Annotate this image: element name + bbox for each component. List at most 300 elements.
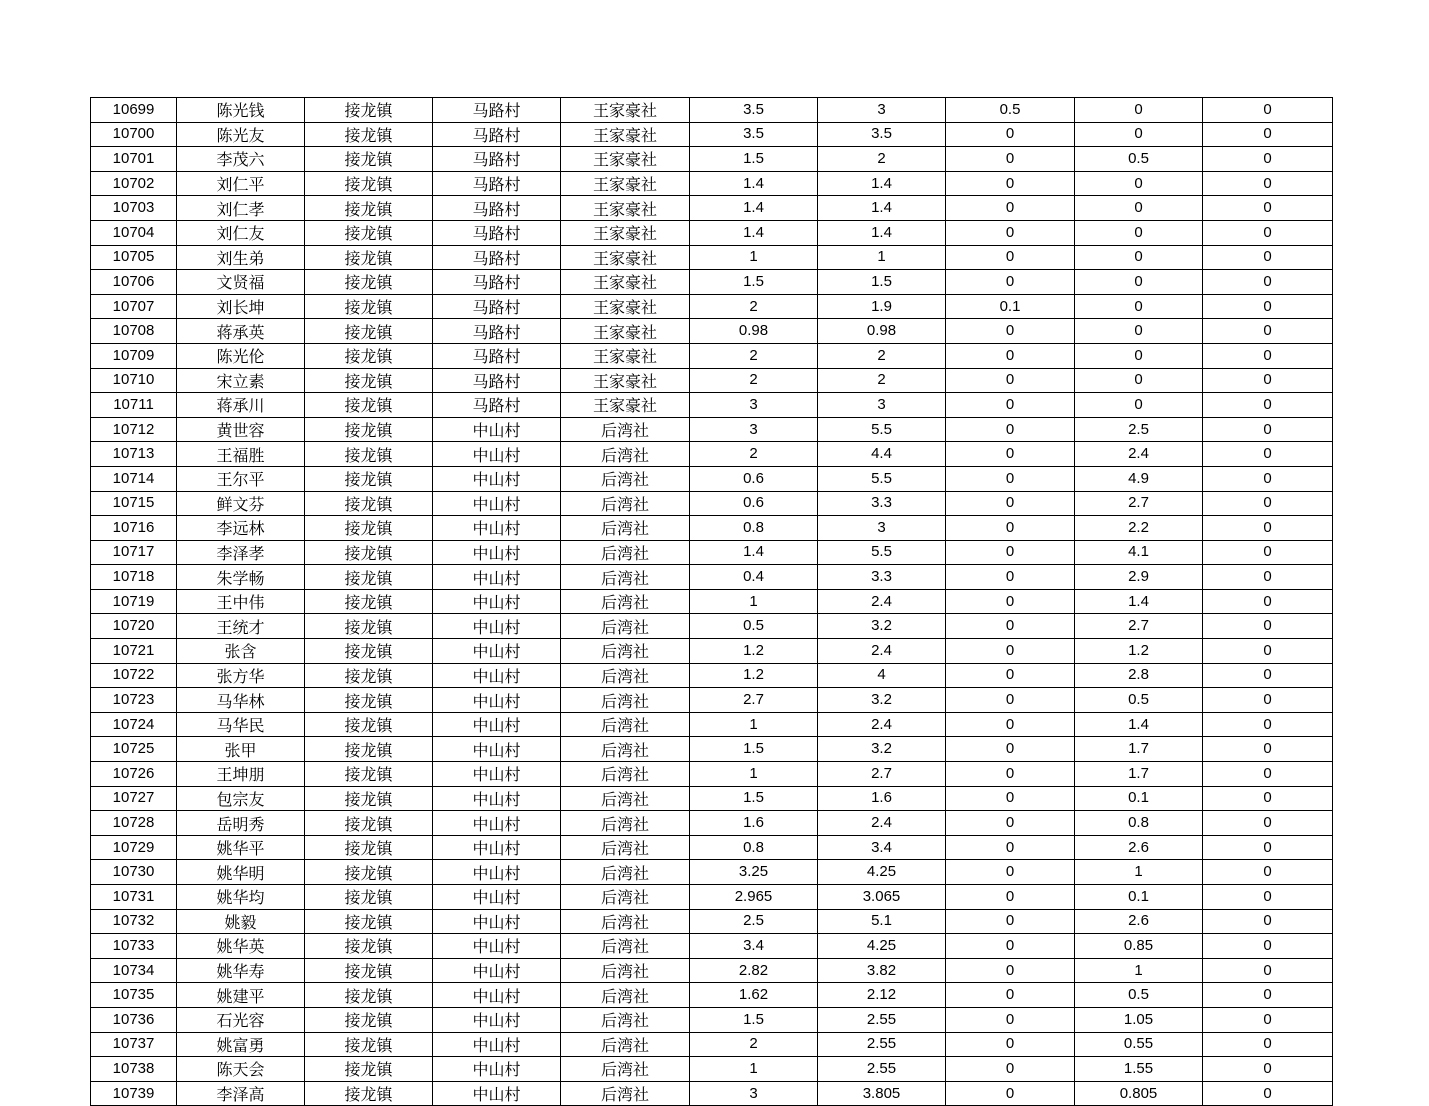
cell-village: 马路村 xyxy=(433,171,561,196)
table-row xyxy=(91,786,1333,811)
cell-group: 后湾社 xyxy=(561,442,690,467)
cell-name: 张含 xyxy=(177,639,305,664)
cell-group: 后湾社 xyxy=(561,835,690,860)
cell-village: 中山村 xyxy=(433,589,561,614)
cell-id: 10734 xyxy=(91,958,177,983)
cell-value-5: 0 xyxy=(1203,885,1333,910)
cell-group: 后湾社 xyxy=(561,1007,690,1032)
cell-village: 马路村 xyxy=(433,220,561,245)
table-row xyxy=(91,147,1333,172)
cell-value-2: 2.12 xyxy=(818,983,946,1008)
cell-group: 后湾社 xyxy=(561,491,690,516)
table-row xyxy=(91,614,1333,639)
cell-id: 10727 xyxy=(91,786,177,811)
cell-name: 蒋承英 xyxy=(177,319,305,344)
cell-name: 李茂六 xyxy=(177,147,305,172)
cell-value-2: 3.5 xyxy=(818,122,946,147)
cell-value-4: 1 xyxy=(1075,860,1203,885)
cell-value-5: 0 xyxy=(1203,220,1333,245)
cell-name: 王尔平 xyxy=(177,466,305,491)
cell-value-4: 0 xyxy=(1075,294,1203,319)
cell-group: 后湾社 xyxy=(561,688,690,713)
cell-value-3: 0 xyxy=(946,811,1075,836)
table-row xyxy=(91,1057,1333,1082)
cell-value-1: 1.4 xyxy=(690,171,818,196)
cell-town: 接龙镇 xyxy=(305,1007,433,1032)
cell-town: 接龙镇 xyxy=(305,639,433,664)
cell-value-5: 0 xyxy=(1203,319,1333,344)
cell-village: 马路村 xyxy=(433,270,561,295)
cell-value-3: 0 xyxy=(946,860,1075,885)
cell-value-3: 0 xyxy=(946,1057,1075,1082)
cell-id: 10728 xyxy=(91,811,177,836)
cell-name: 姚富勇 xyxy=(177,1032,305,1057)
cell-value-5: 0 xyxy=(1203,393,1333,418)
cell-value-5: 0 xyxy=(1203,368,1333,393)
cell-value-4: 1.55 xyxy=(1075,1057,1203,1082)
cell-name: 李泽孝 xyxy=(177,540,305,565)
cell-town: 接龙镇 xyxy=(305,147,433,172)
cell-group: 王家豪社 xyxy=(561,343,690,368)
cell-name: 包宗友 xyxy=(177,786,305,811)
cell-value-2: 4.25 xyxy=(818,934,946,959)
table-row xyxy=(91,319,1333,344)
cell-value-3: 0 xyxy=(946,393,1075,418)
cell-name: 石光容 xyxy=(177,1007,305,1032)
cell-name: 王统才 xyxy=(177,614,305,639)
table-row xyxy=(91,909,1333,934)
cell-value-5: 0 xyxy=(1203,958,1333,983)
cell-town: 接龙镇 xyxy=(305,811,433,836)
cell-village: 中山村 xyxy=(433,786,561,811)
cell-value-1: 1.5 xyxy=(690,147,818,172)
cell-value-1: 2.82 xyxy=(690,958,818,983)
cell-id: 10715 xyxy=(91,491,177,516)
cell-value-3: 0 xyxy=(946,1081,1075,1106)
cell-value-2: 3 xyxy=(818,516,946,541)
cell-value-3: 0 xyxy=(946,368,1075,393)
cell-name: 姚华明 xyxy=(177,860,305,885)
cell-town: 接龙镇 xyxy=(305,983,433,1008)
cell-value-4: 0 xyxy=(1075,393,1203,418)
cell-value-2: 3.2 xyxy=(818,737,946,762)
cell-value-1: 1.4 xyxy=(690,220,818,245)
cell-town: 接龙镇 xyxy=(305,934,433,959)
cell-value-2: 3.2 xyxy=(818,614,946,639)
cell-group: 后湾社 xyxy=(561,909,690,934)
cell-town: 接龙镇 xyxy=(305,786,433,811)
cell-group: 王家豪社 xyxy=(561,393,690,418)
table-row xyxy=(91,270,1333,295)
table-row xyxy=(91,368,1333,393)
cell-value-1: 1.6 xyxy=(690,811,818,836)
cell-name: 刘仁友 xyxy=(177,220,305,245)
cell-value-4: 2.6 xyxy=(1075,909,1203,934)
cell-village: 中山村 xyxy=(433,958,561,983)
cell-value-1: 0.4 xyxy=(690,565,818,590)
cell-value-4: 0.805 xyxy=(1075,1081,1203,1106)
cell-value-5: 0 xyxy=(1203,196,1333,221)
cell-value-2: 5.5 xyxy=(818,417,946,442)
table-row xyxy=(91,343,1333,368)
cell-value-5: 0 xyxy=(1203,589,1333,614)
cell-name: 蒋承川 xyxy=(177,393,305,418)
cell-value-5: 0 xyxy=(1203,565,1333,590)
cell-name: 王坤朋 xyxy=(177,762,305,787)
cell-village: 中山村 xyxy=(433,885,561,910)
table-row xyxy=(91,516,1333,541)
cell-village: 马路村 xyxy=(433,343,561,368)
cell-value-3: 0 xyxy=(946,639,1075,664)
cell-value-5: 0 xyxy=(1203,171,1333,196)
cell-value-4: 1.7 xyxy=(1075,737,1203,762)
cell-town: 接龙镇 xyxy=(305,98,433,123)
table-row xyxy=(91,712,1333,737)
cell-value-1: 2.5 xyxy=(690,909,818,934)
cell-value-5: 0 xyxy=(1203,663,1333,688)
cell-value-5: 0 xyxy=(1203,934,1333,959)
cell-value-3: 0 xyxy=(946,934,1075,959)
cell-town: 接龙镇 xyxy=(305,393,433,418)
cell-group: 王家豪社 xyxy=(561,196,690,221)
cell-group: 后湾社 xyxy=(561,639,690,664)
table-body xyxy=(91,98,1333,1106)
cell-id: 10723 xyxy=(91,688,177,713)
cell-value-3: 0 xyxy=(946,491,1075,516)
cell-town: 接龙镇 xyxy=(305,171,433,196)
cell-value-4: 1.05 xyxy=(1075,1007,1203,1032)
cell-value-5: 0 xyxy=(1203,1081,1333,1106)
cell-value-4: 4.1 xyxy=(1075,540,1203,565)
cell-village: 中山村 xyxy=(433,1057,561,1082)
cell-name: 刘仁孝 xyxy=(177,196,305,221)
cell-value-3: 0 xyxy=(946,196,1075,221)
cell-value-2: 3.82 xyxy=(818,958,946,983)
cell-id: 10736 xyxy=(91,1007,177,1032)
cell-value-5: 0 xyxy=(1203,1057,1333,1082)
cell-value-3: 0 xyxy=(946,958,1075,983)
cell-value-1: 2 xyxy=(690,368,818,393)
cell-value-5: 0 xyxy=(1203,466,1333,491)
cell-village: 中山村 xyxy=(433,934,561,959)
cell-value-4: 0 xyxy=(1075,196,1203,221)
cell-group: 后湾社 xyxy=(561,1057,690,1082)
cell-value-2: 2 xyxy=(818,368,946,393)
cell-group: 后湾社 xyxy=(561,934,690,959)
table-row xyxy=(91,589,1333,614)
cell-id: 10706 xyxy=(91,270,177,295)
cell-id: 10738 xyxy=(91,1057,177,1082)
cell-id: 10739 xyxy=(91,1081,177,1106)
cell-value-1: 3 xyxy=(690,393,818,418)
cell-value-4: 2.2 xyxy=(1075,516,1203,541)
cell-id: 10712 xyxy=(91,417,177,442)
cell-value-4: 2.5 xyxy=(1075,417,1203,442)
cell-town: 接龙镇 xyxy=(305,712,433,737)
cell-value-4: 2.9 xyxy=(1075,565,1203,590)
cell-value-4: 1.4 xyxy=(1075,712,1203,737)
cell-village: 中山村 xyxy=(433,491,561,516)
cell-value-5: 0 xyxy=(1203,540,1333,565)
cell-town: 接龙镇 xyxy=(305,737,433,762)
cell-village: 马路村 xyxy=(433,319,561,344)
cell-value-1: 3 xyxy=(690,1081,818,1106)
cell-id: 10707 xyxy=(91,294,177,319)
cell-group: 后湾社 xyxy=(561,663,690,688)
table-row xyxy=(91,245,1333,270)
cell-value-4: 0.1 xyxy=(1075,786,1203,811)
cell-value-5: 0 xyxy=(1203,343,1333,368)
cell-value-4: 1.2 xyxy=(1075,639,1203,664)
cell-village: 马路村 xyxy=(433,122,561,147)
cell-group: 王家豪社 xyxy=(561,294,690,319)
cell-value-5: 0 xyxy=(1203,1007,1333,1032)
cell-town: 接龙镇 xyxy=(305,122,433,147)
cell-name: 马华林 xyxy=(177,688,305,713)
cell-value-3: 0 xyxy=(946,1032,1075,1057)
cell-name: 姚华均 xyxy=(177,885,305,910)
cell-value-1: 3 xyxy=(690,417,818,442)
cell-value-2: 1.4 xyxy=(818,196,946,221)
cell-id: 10717 xyxy=(91,540,177,565)
cell-group: 后湾社 xyxy=(561,762,690,787)
cell-village: 中山村 xyxy=(433,860,561,885)
cell-id: 10720 xyxy=(91,614,177,639)
cell-value-3: 0 xyxy=(946,417,1075,442)
cell-value-3: 0 xyxy=(946,147,1075,172)
cell-value-2: 1.6 xyxy=(818,786,946,811)
cell-value-3: 0 xyxy=(946,909,1075,934)
cell-town: 接龙镇 xyxy=(305,220,433,245)
table-row xyxy=(91,688,1333,713)
cell-name: 李远林 xyxy=(177,516,305,541)
cell-name: 姚华平 xyxy=(177,835,305,860)
cell-name: 陈光钱 xyxy=(177,98,305,123)
cell-value-2: 5.1 xyxy=(818,909,946,934)
cell-value-2: 2.55 xyxy=(818,1057,946,1082)
cell-value-3: 0 xyxy=(946,885,1075,910)
table-row xyxy=(91,122,1333,147)
cell-id: 10699 xyxy=(91,98,177,123)
cell-group: 后湾社 xyxy=(561,737,690,762)
cell-village: 中山村 xyxy=(433,540,561,565)
cell-value-4: 0.55 xyxy=(1075,1032,1203,1057)
cell-value-5: 0 xyxy=(1203,270,1333,295)
cell-group: 后湾社 xyxy=(561,614,690,639)
cell-town: 接龙镇 xyxy=(305,466,433,491)
cell-town: 接龙镇 xyxy=(305,417,433,442)
cell-value-2: 3 xyxy=(818,98,946,123)
cell-town: 接龙镇 xyxy=(305,540,433,565)
cell-value-1: 0.6 xyxy=(690,466,818,491)
cell-value-1: 2 xyxy=(690,1032,818,1057)
cell-name: 姚毅 xyxy=(177,909,305,934)
cell-value-1: 3.25 xyxy=(690,860,818,885)
cell-value-5: 0 xyxy=(1203,639,1333,664)
cell-value-1: 1.5 xyxy=(690,737,818,762)
cell-value-5: 0 xyxy=(1203,688,1333,713)
cell-group: 后湾社 xyxy=(561,466,690,491)
cell-value-5: 0 xyxy=(1203,122,1333,147)
cell-value-5: 0 xyxy=(1203,712,1333,737)
cell-town: 接龙镇 xyxy=(305,343,433,368)
cell-group: 后湾社 xyxy=(561,516,690,541)
cell-value-1: 1 xyxy=(690,762,818,787)
cell-name: 张方华 xyxy=(177,663,305,688)
cell-value-2: 2.7 xyxy=(818,762,946,787)
cell-value-1: 2.965 xyxy=(690,885,818,910)
cell-id: 10705 xyxy=(91,245,177,270)
cell-id: 10702 xyxy=(91,171,177,196)
table-row xyxy=(91,98,1333,123)
cell-value-2: 2.4 xyxy=(818,712,946,737)
cell-village: 中山村 xyxy=(433,639,561,664)
cell-town: 接龙镇 xyxy=(305,1081,433,1106)
cell-name: 张甲 xyxy=(177,737,305,762)
table-row xyxy=(91,811,1333,836)
cell-name: 宋立素 xyxy=(177,368,305,393)
cell-name: 姚华英 xyxy=(177,934,305,959)
cell-town: 接龙镇 xyxy=(305,614,433,639)
table-row xyxy=(91,639,1333,664)
cell-name: 李泽高 xyxy=(177,1081,305,1106)
cell-group: 后湾社 xyxy=(561,811,690,836)
cell-value-1: 1.5 xyxy=(690,1007,818,1032)
cell-id: 10722 xyxy=(91,663,177,688)
table-row xyxy=(91,196,1333,221)
cell-id: 10714 xyxy=(91,466,177,491)
cell-value-3: 0 xyxy=(946,983,1075,1008)
table-row xyxy=(91,417,1333,442)
cell-value-3: 0 xyxy=(946,466,1075,491)
cell-village: 马路村 xyxy=(433,196,561,221)
cell-name: 刘长坤 xyxy=(177,294,305,319)
table-row xyxy=(91,171,1333,196)
cell-value-5: 0 xyxy=(1203,835,1333,860)
cell-id: 10725 xyxy=(91,737,177,762)
cell-value-5: 0 xyxy=(1203,516,1333,541)
cell-value-2: 3.3 xyxy=(818,565,946,590)
cell-name: 朱学畅 xyxy=(177,565,305,590)
cell-id: 10703 xyxy=(91,196,177,221)
cell-value-2: 2.4 xyxy=(818,639,946,664)
cell-village: 中山村 xyxy=(433,762,561,787)
cell-group: 王家豪社 xyxy=(561,270,690,295)
cell-village: 中山村 xyxy=(433,811,561,836)
cell-name: 陈光友 xyxy=(177,122,305,147)
cell-value-4: 0.5 xyxy=(1075,983,1203,1008)
cell-value-2: 1.5 xyxy=(818,270,946,295)
cell-value-5: 0 xyxy=(1203,614,1333,639)
cell-value-4: 0 xyxy=(1075,220,1203,245)
cell-town: 接龙镇 xyxy=(305,860,433,885)
cell-village: 马路村 xyxy=(433,294,561,319)
cell-group: 王家豪社 xyxy=(561,147,690,172)
cell-value-5: 0 xyxy=(1203,786,1333,811)
cell-value-4: 0.5 xyxy=(1075,688,1203,713)
cell-value-4: 0 xyxy=(1075,98,1203,123)
cell-village: 中山村 xyxy=(433,737,561,762)
cell-value-1: 3.5 xyxy=(690,122,818,147)
cell-value-1: 1 xyxy=(690,1057,818,1082)
cell-value-3: 0 xyxy=(946,270,1075,295)
cell-value-3: 0 xyxy=(946,171,1075,196)
cell-value-5: 0 xyxy=(1203,762,1333,787)
cell-value-4: 0 xyxy=(1075,319,1203,344)
data-table xyxy=(90,97,1333,1106)
table-row xyxy=(91,466,1333,491)
cell-id: 10724 xyxy=(91,712,177,737)
cell-village: 中山村 xyxy=(433,614,561,639)
table-row xyxy=(91,835,1333,860)
cell-id: 10711 xyxy=(91,393,177,418)
cell-value-2: 3 xyxy=(818,393,946,418)
cell-town: 接龙镇 xyxy=(305,245,433,270)
cell-group: 后湾社 xyxy=(561,712,690,737)
cell-value-4: 0 xyxy=(1075,343,1203,368)
cell-value-4: 2.7 xyxy=(1075,614,1203,639)
table-row xyxy=(91,491,1333,516)
cell-group: 王家豪社 xyxy=(561,220,690,245)
cell-value-5: 0 xyxy=(1203,147,1333,172)
cell-value-4: 0 xyxy=(1075,122,1203,147)
cell-village: 中山村 xyxy=(433,466,561,491)
cell-value-2: 4.25 xyxy=(818,860,946,885)
cell-id: 10732 xyxy=(91,909,177,934)
cell-value-3: 0 xyxy=(946,712,1075,737)
cell-town: 接龙镇 xyxy=(305,589,433,614)
cell-town: 接龙镇 xyxy=(305,835,433,860)
cell-value-5: 0 xyxy=(1203,442,1333,467)
cell-value-2: 2.4 xyxy=(818,589,946,614)
cell-value-2: 0.98 xyxy=(818,319,946,344)
cell-id: 10716 xyxy=(91,516,177,541)
cell-town: 接龙镇 xyxy=(305,885,433,910)
table-row xyxy=(91,663,1333,688)
cell-value-1: 2 xyxy=(690,294,818,319)
cell-value-1: 1 xyxy=(690,712,818,737)
cell-value-3: 0.5 xyxy=(946,98,1075,123)
cell-value-3: 0 xyxy=(946,245,1075,270)
cell-value-2: 3.2 xyxy=(818,688,946,713)
cell-value-1: 2.7 xyxy=(690,688,818,713)
cell-value-1: 2 xyxy=(690,343,818,368)
cell-id: 10708 xyxy=(91,319,177,344)
cell-value-4: 0 xyxy=(1075,171,1203,196)
cell-group: 后湾社 xyxy=(561,540,690,565)
cell-value-5: 0 xyxy=(1203,491,1333,516)
cell-name: 陈光伦 xyxy=(177,343,305,368)
cell-value-5: 0 xyxy=(1203,98,1333,123)
table-row xyxy=(91,860,1333,885)
cell-value-2: 3.065 xyxy=(818,885,946,910)
cell-village: 中山村 xyxy=(433,565,561,590)
cell-name: 王中伟 xyxy=(177,589,305,614)
cell-group: 后湾社 xyxy=(561,565,690,590)
cell-value-2: 2.55 xyxy=(818,1032,946,1057)
cell-value-3: 0 xyxy=(946,516,1075,541)
table-row xyxy=(91,1081,1333,1106)
cell-value-2: 5.5 xyxy=(818,540,946,565)
cell-value-3: 0 xyxy=(946,786,1075,811)
table-row xyxy=(91,737,1333,762)
cell-value-1: 1.2 xyxy=(690,663,818,688)
cell-group: 后湾社 xyxy=(561,860,690,885)
cell-id: 10719 xyxy=(91,589,177,614)
cell-id: 10713 xyxy=(91,442,177,467)
cell-value-1: 2 xyxy=(690,442,818,467)
cell-value-3: 0 xyxy=(946,442,1075,467)
